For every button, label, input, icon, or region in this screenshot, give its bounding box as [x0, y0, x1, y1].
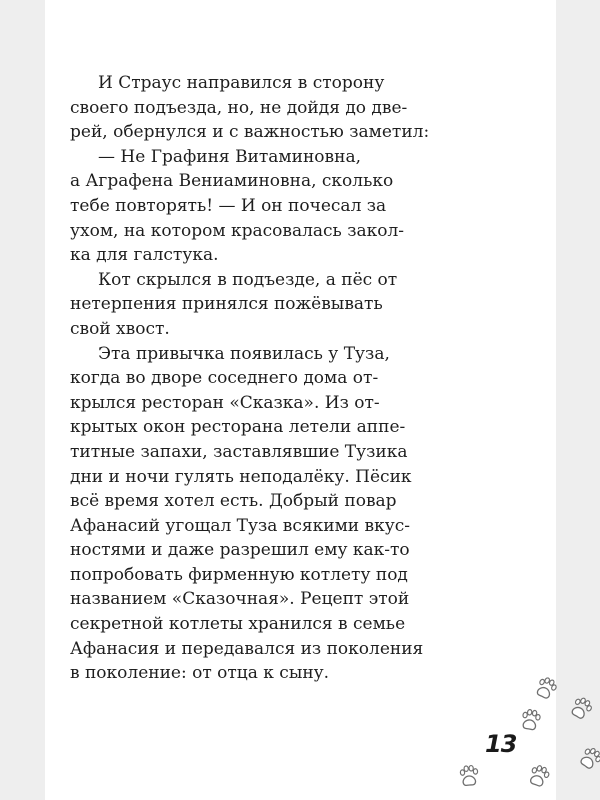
- text-line: титные запахи, заставлявшие Тузика: [70, 441, 408, 462]
- text-line: И Страус направился в сторону: [98, 73, 385, 93]
- text-line: — Не Графиня Витаминовна,: [98, 146, 361, 167]
- text-line: дни и ночи гулять неподалёку. Пёсик: [70, 466, 412, 487]
- paragraph-4: [70, 342, 490, 686]
- text-line: названием «Сказочная». Рецепт этой: [70, 589, 410, 610]
- text-line: Кот скрылся в подъезде, а пёс от: [98, 269, 398, 290]
- text-line: крытых окон ресторана летели аппе-: [70, 417, 406, 438]
- text-line: а Аграфена Вениаминовна, сколько: [70, 171, 394, 192]
- body-text: [70, 71, 490, 686]
- text-line: Эта привычка появилась у Туза,: [98, 343, 390, 364]
- text-line: ухом, на котором красовалась закол-: [70, 220, 404, 241]
- text-line: ка для галстука.: [70, 245, 219, 266]
- paw-print-icon: [578, 745, 600, 771]
- text-line: Афанасия и передавался из поколения: [70, 638, 424, 659]
- text-line: Афанасий угощал Туза всякими вкус-: [70, 515, 410, 536]
- text-line: всё время хотел есть. Добрый повар: [70, 491, 397, 512]
- paragraph-1: [70, 71, 490, 145]
- text-line: секретной котлеты хранился в семье: [70, 614, 406, 635]
- paragraph-2: [70, 145, 490, 268]
- paw-print-icon: [569, 695, 594, 720]
- paragraph-3: [70, 268, 490, 342]
- text-line: нетерпения принялся пожёвывать: [70, 294, 383, 315]
- page-number: 13: [485, 730, 517, 758]
- text-line: крылся ресторан «Сказка». Из от-: [70, 392, 380, 413]
- text-line: в поколение: от отца к сыну.: [70, 663, 330, 684]
- text-line: тебе повторять! — И он почесал за: [70, 195, 387, 216]
- text-line: свой хвост.: [70, 318, 170, 339]
- text-line: когда во дворе соседнего дома от-: [70, 368, 379, 389]
- text-line: рей, обернулся и с важностью заметил:: [70, 122, 430, 143]
- text-line: своего подъезда, но, не дойдя до две-: [70, 97, 408, 118]
- text-line: попробовать фирменную котлету под: [70, 564, 408, 585]
- text-line: ностями и даже разрешил ему как-то: [70, 540, 410, 561]
